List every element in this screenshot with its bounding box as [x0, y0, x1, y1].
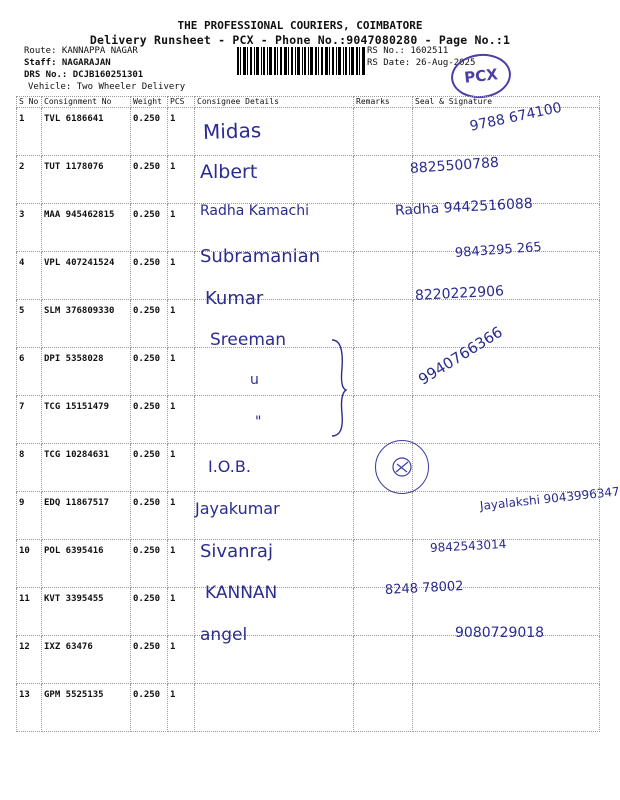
- cell-pcs: 1: [168, 252, 195, 300]
- col-consignee: Consignee Details: [195, 97, 354, 108]
- cell-consignee: [195, 684, 354, 732]
- cell-remarks: [354, 492, 413, 540]
- table-row: [17, 300, 600, 348]
- cell-pcs: 1: [168, 396, 195, 444]
- cell-consignment: TVL 6186641: [42, 108, 131, 156]
- cell-sno: 7: [17, 396, 42, 444]
- cell-sno: 1: [17, 108, 42, 156]
- handwritten-consignee: Subramanian: [200, 245, 321, 267]
- cell-weight: 0.250: [131, 348, 168, 396]
- handwritten-consignee: angel: [200, 625, 248, 646]
- col-signature: Seal & Signature: [413, 97, 600, 108]
- col-pcs: PCS: [168, 97, 195, 108]
- cell-sno: 10: [17, 540, 42, 588]
- cell-consignment: TUT 1178076: [42, 156, 131, 204]
- handwritten-consignee: Midas: [202, 117, 262, 145]
- cell-weight: 0.250: [131, 204, 168, 252]
- cell-consignment: POL 6395416: [42, 540, 131, 588]
- cell-remarks: [354, 396, 413, 444]
- cell-pcs: 1: [168, 108, 195, 156]
- bracket-mark: [330, 338, 348, 438]
- cell-consignment: DPI 5358028: [42, 348, 131, 396]
- cell-sno: 5: [17, 300, 42, 348]
- cell-pcs: 1: [168, 588, 195, 636]
- cell-remarks: [354, 156, 413, 204]
- col-consignment: Consignment No: [42, 97, 131, 108]
- cell-pcs: 1: [168, 444, 195, 492]
- cell-remarks: [354, 348, 413, 396]
- handwritten-consignee: ": [255, 414, 262, 431]
- handwritten-signature: 8248 78002: [384, 579, 464, 599]
- cell-remarks: [354, 684, 413, 732]
- cell-consignment: IXZ 63476: [42, 636, 131, 684]
- cell-signature: [413, 300, 600, 348]
- cell-pcs: 1: [168, 540, 195, 588]
- drs-number: DRS No.: DCJB160251301: [24, 70, 144, 80]
- cell-sno: 4: [17, 252, 42, 300]
- cell-remarks: [354, 300, 413, 348]
- table-header-row: [17, 97, 600, 108]
- cell-remarks: [354, 636, 413, 684]
- cell-signature: [413, 444, 600, 492]
- handwritten-consignee: Sivanraj: [200, 541, 273, 562]
- cell-sno: 8: [17, 444, 42, 492]
- cell-weight: 0.250: [131, 300, 168, 348]
- cell-pcs: 1: [168, 636, 195, 684]
- cell-weight: 0.250: [131, 492, 168, 540]
- cell-weight: 0.250: [131, 108, 168, 156]
- cell-consignment: TCG 15151479: [42, 396, 131, 444]
- bank-seal-stamp: [375, 440, 429, 494]
- rs-number: RS No.: 1602511: [367, 46, 449, 56]
- handwritten-consignee: Kumar: [205, 287, 264, 309]
- cell-pcs: 1: [168, 684, 195, 732]
- cell-weight: 0.250: [131, 252, 168, 300]
- handwritten-consignee: u: [250, 372, 259, 389]
- handwritten-signature: 8825500788: [409, 154, 500, 178]
- cell-consignment: EDQ 11867517: [42, 492, 131, 540]
- cell-consignment: MAA 945462815: [42, 204, 131, 252]
- handwritten-signature: 8220222906: [414, 283, 505, 304]
- handwritten-consignee: Jayakumar: [195, 498, 280, 518]
- cell-consignment: SLM 376809330: [42, 300, 131, 348]
- handwritten-signature: 9788 674100: [468, 99, 564, 135]
- cell-weight: 0.250: [131, 684, 168, 732]
- cell-consignment: VPL 407241524: [42, 252, 131, 300]
- cell-sno: 11: [17, 588, 42, 636]
- handwritten-signature: 9843295 265: [454, 239, 543, 261]
- cell-signature: [413, 396, 600, 444]
- table-row: [17, 636, 600, 684]
- handwritten-signature: Radha 9442516088: [394, 196, 534, 220]
- cell-pcs: 1: [168, 204, 195, 252]
- cell-weight: 0.250: [131, 396, 168, 444]
- cell-sno: 9: [17, 492, 42, 540]
- handwritten-consignee: I.O.B.: [208, 456, 251, 476]
- vehicle-label: Vehicle: Two Wheeler Delivery: [28, 82, 186, 92]
- handwritten-signature: Jayalakshi 9043996347: [479, 484, 620, 513]
- cell-consignment: TCG 10284631: [42, 444, 131, 492]
- cell-consignment: GPM 5525135: [42, 684, 131, 732]
- cell-consignment: KVT 3395455: [42, 588, 131, 636]
- rs-date: RS Date: 26-Aug-2025: [367, 58, 476, 68]
- handwritten-consignee: Sreeman: [210, 330, 287, 350]
- runsheet-subtitle: Delivery Runsheet - PCX - Phone No.:9047080280 - Page No.:1: [89, 33, 511, 47]
- seal-emblem-icon: [387, 452, 417, 482]
- handwritten-signature: 9842543014: [429, 537, 507, 555]
- cell-weight: 0.250: [131, 540, 168, 588]
- cell-sno: 13: [17, 684, 42, 732]
- cell-weight: 0.250: [131, 636, 168, 684]
- handwritten-signature: 9940766366: [415, 322, 506, 389]
- cell-pcs: 1: [168, 348, 195, 396]
- cell-sno: 6: [17, 348, 42, 396]
- handwritten-signature: 9080729018: [455, 625, 545, 642]
- cell-remarks: [354, 252, 413, 300]
- cell-signature: [413, 636, 600, 684]
- cell-sno: 12: [17, 636, 42, 684]
- handwritten-consignee: Radha Kamachi: [200, 203, 309, 220]
- barcode-image: [237, 47, 365, 75]
- cell-pcs: 1: [168, 492, 195, 540]
- table-row: [17, 348, 600, 396]
- company-title: THE PROFESSIONAL COURIERS, COIMBATORE: [177, 19, 423, 32]
- cell-remarks: [354, 108, 413, 156]
- table-row: [17, 684, 600, 732]
- route-label: Route: KANNAPPA NAGAR: [24, 46, 138, 56]
- table-row: [17, 396, 600, 444]
- col-sno: S No: [17, 97, 42, 108]
- handwritten-consignee: Albert: [200, 161, 258, 184]
- col-weight: Weight: [131, 97, 168, 108]
- cell-pcs: 1: [168, 156, 195, 204]
- cell-pcs: 1: [168, 300, 195, 348]
- cell-weight: 0.250: [131, 156, 168, 204]
- handwritten-consignee: KANNAN: [205, 583, 278, 604]
- cell-weight: 0.250: [131, 588, 168, 636]
- cell-remarks: [354, 540, 413, 588]
- cell-sno: 3: [17, 204, 42, 252]
- cell-signature: [413, 684, 600, 732]
- col-remarks: Remarks: [354, 97, 413, 108]
- table-row: [17, 444, 600, 492]
- pcx-stamp: PCX: [449, 51, 513, 101]
- cell-sno: 2: [17, 156, 42, 204]
- table-row: [17, 540, 600, 588]
- cell-weight: 0.250: [131, 444, 168, 492]
- staff-label: Staff: NAGARAJAN: [24, 58, 111, 68]
